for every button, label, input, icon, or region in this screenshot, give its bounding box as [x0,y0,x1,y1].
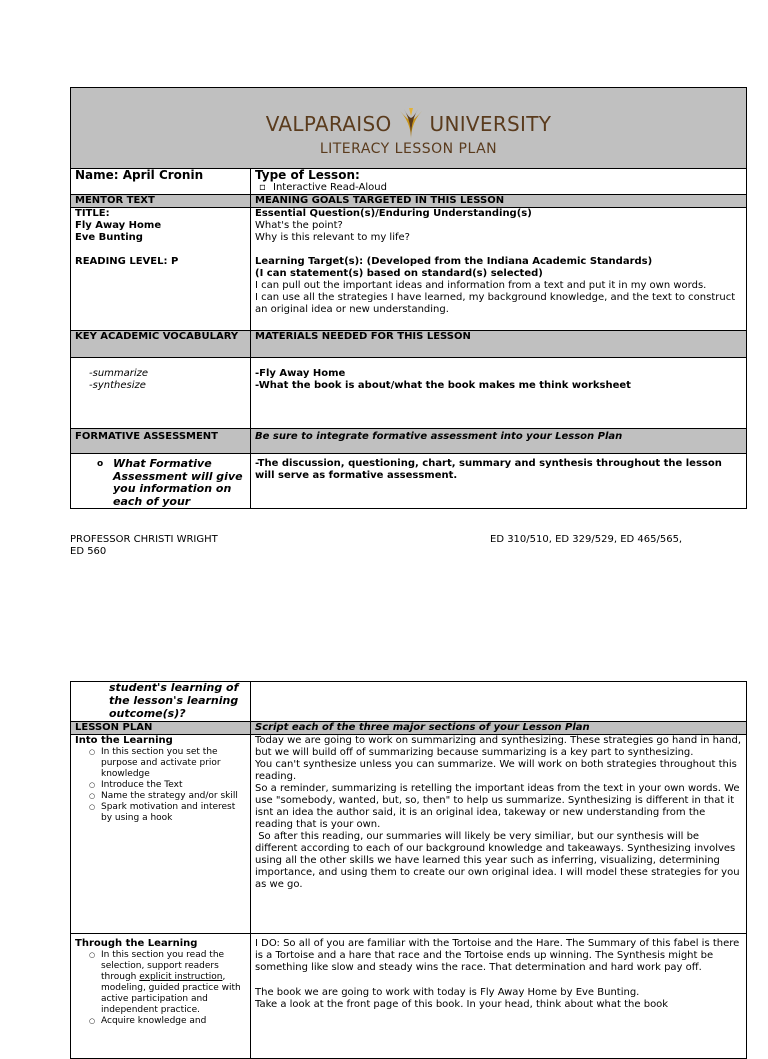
materials-header: MATERIALS NEEDED FOR THIS LESSON [251,331,747,358]
university-logo [75,107,742,141]
into-learning-title: Into the Learning [75,735,173,746]
lesson-plan-note: Script each of the three major sections of your Lesson Plan [251,722,747,735]
lesson-type-label: Type of Lesson: [255,168,360,182]
vocab-word: -synthesize [89,380,146,391]
into-bullet: ○ Introduce the Text [101,780,246,791]
script-paragraph: So after this reading, our summaries will likely be very similiar, but our synthesis will be different according to each of our background knowledge and takeaways. Synthesizing involves using all the other skills we have learned this year such as inferring, visualizing, determining importance, and using them to create our own original idea. I will model these strategies for you as we go. [255,831,743,890]
essential-question-1: What's the point? [255,220,343,231]
meaning-goals-cell [251,208,747,331]
into-learning-cell [71,735,251,934]
through-learning-cell [71,934,251,1059]
script-paragraph: You can't synthesize unless you can summarize. We will work on both strategies throughout this reading. [255,759,737,782]
document-header [71,88,747,169]
through-bullet: ○ Acquire knowledge and [101,1016,246,1027]
vocab-word: -summarize [89,368,149,379]
script-paragraph: Take a look at the front page of this book. In your head, think about what the book [255,999,669,1010]
into-bullet: ○ Name the strategy and/or skill [101,791,246,802]
material-item: -Fly Away Home [255,368,346,379]
learning-target-heading: Learning Target(s): (Developed from the Indiana Academic Standards) [255,256,653,267]
learning-target-1: I can pull out the important ideas and information from a text and put it in my own words. [255,280,707,291]
page-footer [70,534,747,558]
script-paragraph: I DO: So all of you are familiar with the Tortoise and the Hare. The Summary of this fabel is there is a Tortoise and a hare that race and the Tortoise ends up winning. The Synthesis might be something like slow and steady wins the race. That determination and hard work pay off. [255,938,740,973]
assessment-question-continued: student's learning of the lesson's learning outcome(s)? [71,682,251,722]
vocabulary-cell [71,358,251,429]
assessment-question-part1: o What Formative Assessment will give you information on each of your [113,458,246,508]
script-paragraph: Today we are going to work on summarizing and synthesizing. These strategies go hand in hand, but we will build off of summarizing because summarizing is a key part to synthesizing. [255,735,742,758]
name-cell [71,169,251,195]
meaning-goals-header: MEANING GOALS TARGETED IN THIS LESSON [251,195,747,208]
footer-courses: ED 310/510, ED 329/529, ED 465/565, [490,534,683,545]
logo-right-text: UNIVERSITY [429,112,552,136]
formative-assessment-note: Be sure to integrate formative assessment into your Lesson Plan [251,429,747,454]
learning-target-subheading: (I can statement(s) based on standard(s) selected) [255,268,543,279]
book-author: Eve Bunting [75,232,143,243]
lesson-type-cell [251,169,747,195]
book-title: Fly Away Home [75,220,162,231]
university-crest-icon [398,107,424,141]
lesson-plan-header: LESSON PLAN [71,722,251,735]
assessment-question-cell [71,454,251,509]
mentor-text-header: MENTOR TEXT [71,195,251,208]
assessment-answer: -The discussion, questioning, chart, summary and synthesis throughout the lesson will serve as formative assessment. [255,458,722,481]
assessment-answer-continued [251,682,747,722]
through-bullet: ○ In this section you read the selection, support readers through explicit instruction, modeling, guided practice with active participation and independent practice. [101,950,246,1016]
lesson-plan-table-top [70,87,747,509]
material-item: -What the book is about/what the book makes me think worksheet [255,380,631,391]
into-learning-script [251,735,747,934]
explicit-instruction-link: explicit instruction [139,972,223,982]
mentor-text-cell [71,208,251,331]
footer-professor: PROFESSOR CHRISTI WRIGHT [70,534,218,545]
reading-level: READING LEVEL: P [75,256,179,267]
learning-target-2: I can use all the strategies I have learned, my background knowledge, and the text to construct an original idea or new understanding. [255,292,736,315]
assessment-answer-cell [251,454,747,509]
lesson-plan-table-bottom [70,681,747,1059]
materials-cell [251,358,747,429]
essential-question-2: Why is this relevant to my life? [255,232,410,243]
vocabulary-header: KEY ACADEMIC VOCABULARY [71,331,251,358]
student-name: Name: April Cronin [75,168,204,182]
into-bullet: ○ In this section you set the purpose and activate prior knowledge [101,747,246,780]
lesson-type-value: ▫ Interactive Read-Aloud [273,182,742,194]
into-bullet: ○ Spark motivation and interest by using a hook [101,802,246,824]
through-learning-title: Through the Learning [75,938,198,949]
footer-course-extra: ED 560 [70,546,107,557]
formative-assessment-header: FORMATIVE ASSESSMENT [71,429,251,454]
logo-left-text: VALPARAISO [265,112,392,136]
document-subtitle: LITERACY LESSON PLAN [319,141,498,157]
essential-question-heading: Essential Question(s)/Enduring Understanding(s) [255,208,532,219]
script-paragraph: So a reminder, summarizing is retelling the important ideas from the text in your own words. We use "somebody, wanted, but, so, then" to help us summarize. Synthesizing is different in that it isnt an idea the author said, it is an original idea, takeway or new understanding from the reading that is your own. [255,783,740,830]
script-paragraph: The book we are going to work with today is Fly Away Home by Eve Bunting. [255,987,640,998]
title-label: TITLE: [75,208,110,219]
through-learning-script [251,934,747,1059]
